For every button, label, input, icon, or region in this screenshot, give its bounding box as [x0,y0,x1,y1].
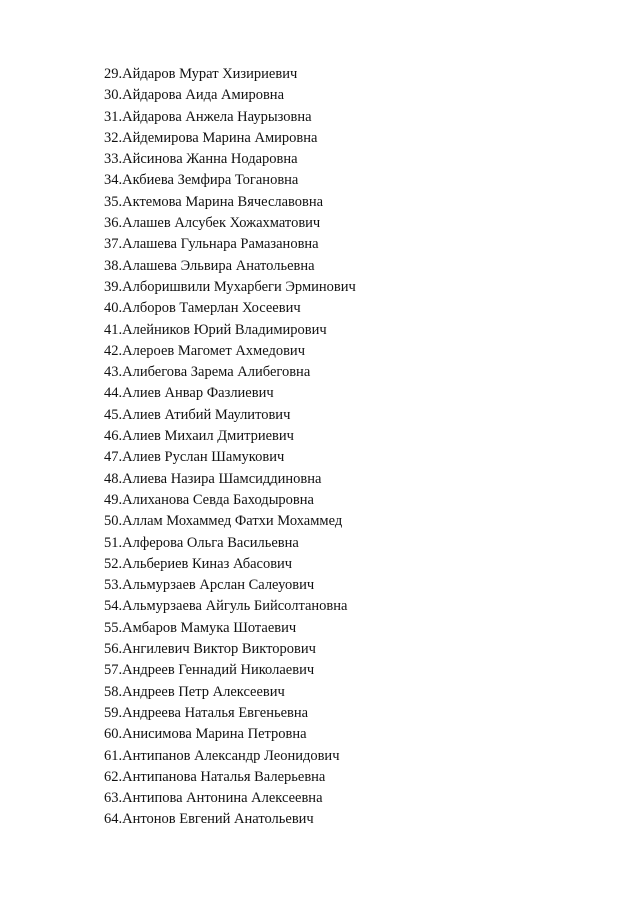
list-item: 56.Ангилевич Виктор Викторович [104,641,316,658]
list-item: 35.Актемова Марина Вячеславовна [104,193,324,210]
list-item: 33.Айсинова Жанна Нодаровна [104,151,298,168]
list-item: 50.Аллам Мохаммед Фатхи Мохаммед [104,513,343,530]
list-item: 64.Антонов Евгений Анатольевич [104,811,314,828]
list-item: 42.Алероев Магомет Ахмедович [104,342,305,359]
list-item: 46.Алиев Михаил Дмитриевич [104,428,294,445]
list-item: 61.Антипанов Александр Леонидович [104,747,340,764]
list-item: 32.Айдемирова Марина Амировна [104,129,318,146]
list-item: 60.Анисимова Марина Петровна [104,726,307,743]
list-item: 38.Алашева Эльвира Анатольевна [104,257,315,274]
list-item: 29.Айдаров Мурат Хизириевич [104,66,298,82]
list-item: 41.Алейников Юрий Владимирович [104,321,327,338]
list-item: 49.Алиханова Севда Баходыровна [104,491,314,508]
list-item: 57.Андреев Геннадий Николаевич [104,662,315,679]
list-item: 40.Алборов Тамерлан Хосеевич [104,300,301,317]
list-item: 58.Андреев Петр Алексеевич [104,683,285,700]
list-item: 54.Альмурзаева Айгуль Бийсолтановна [104,598,348,615]
list-item: 45.Алиев Атибий Маулитович [104,406,291,423]
list-item: 51.Алферова Ольга Васильевна [104,534,299,551]
list-item: 43.Алибегова Зарема Алибеговна [104,364,311,381]
list-item: 39.Алборишвили Мухарбеги Эрминович [104,278,356,295]
list-item: 63.Антипова Антонина Алексеевна [104,790,323,807]
list-item: 31.Айдарова Анжела Наурызовна [104,108,312,125]
list-item: 34.Акбиева Земфира Тогановна [104,172,299,189]
list-item: 30.Айдарова Аида Амировна [104,87,285,104]
list-item: 44.Алиев Анвар Фазлиевич [104,385,274,402]
name-list [104,64,356,831]
list-item: 36.Алашев Алсубек Хожахматович [104,215,321,232]
list-item: 37.Алашева Гульнара Рамазановна [104,236,319,253]
list-item: 53.Альмурзаев Арслан Салеуович [104,577,315,594]
list-item: 55.Амбаров Мамука Шотаевич [104,619,297,636]
list-item: 52.Альбериев Киназ Абасович [104,555,293,572]
list-item: 59.Андреева Наталья Евгеньевна [104,704,309,721]
list-item: 62.Антипанова Наталья Валерьевна [104,768,326,785]
list-item: 48.Алиева Назира Шамсиддиновна [104,470,322,487]
list-item: 47.Алиев Руслан Шамукович [104,449,285,466]
